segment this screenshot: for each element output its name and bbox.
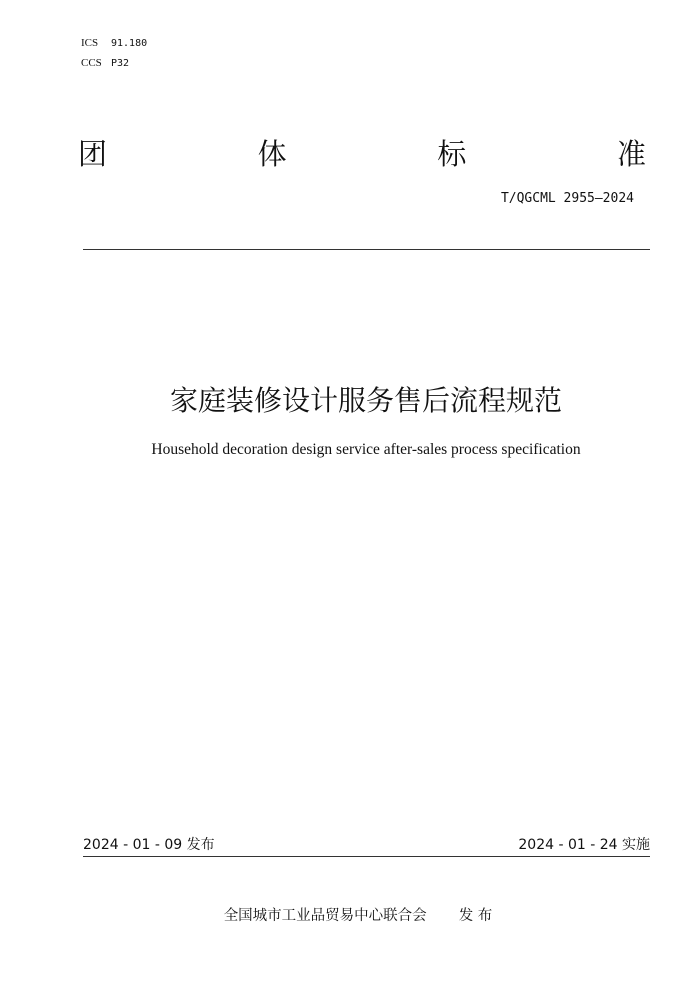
implement-date: 2024 - 01 - 24 实施 bbox=[518, 837, 650, 853]
publisher-action: 发 布 bbox=[458, 908, 493, 924]
publisher-line bbox=[0, 904, 700, 925]
standard-type-char: 准 bbox=[616, 137, 646, 171]
standard-type-char: 团 bbox=[78, 137, 108, 171]
top-divider bbox=[83, 249, 650, 250]
ccs-label: CCS bbox=[81, 57, 102, 69]
ics-value: 91.180 bbox=[111, 38, 148, 49]
standard-type bbox=[78, 134, 646, 174]
ccs-value: P32 bbox=[111, 58, 130, 69]
publish-date: 2024 - 01 - 09 发布 bbox=[83, 837, 215, 853]
publisher-name: 全国城市工业品贸易中心联合会 bbox=[223, 908, 427, 924]
classification-codes bbox=[81, 33, 147, 73]
standard-type-char: 标 bbox=[437, 137, 467, 171]
document-title-zh: 家庭装修设计服务售后流程规范 bbox=[169, 384, 562, 417]
standard-type-char: 体 bbox=[257, 137, 287, 171]
ics-label: ICS bbox=[81, 37, 99, 49]
document-title-en: Household decoration design service after-sales process specification bbox=[151, 441, 581, 458]
ics-row bbox=[81, 33, 147, 53]
standard-number: T/QGCML 2955—2024 bbox=[500, 191, 634, 206]
ccs-row bbox=[81, 53, 147, 73]
bottom-divider bbox=[83, 856, 650, 857]
